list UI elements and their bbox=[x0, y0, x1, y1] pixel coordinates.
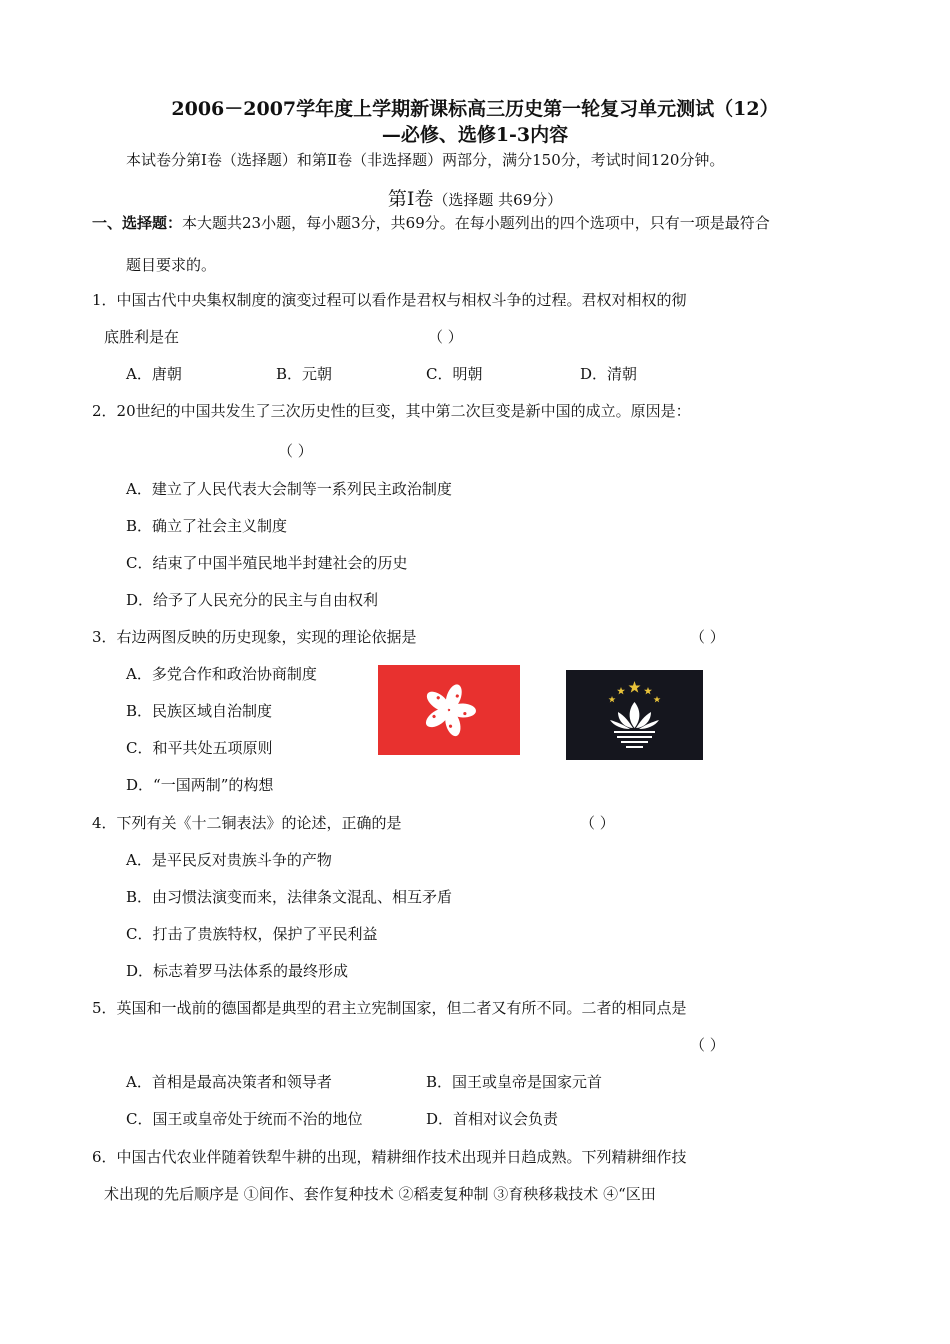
question-1-option-b: B．元朝 bbox=[276, 365, 333, 383]
question-3-stem: 3．右边两图反映的历史现象，实现的理论依据是 bbox=[92, 628, 417, 646]
question-6-stem-cont: 术出现的先后顺序是 ①间作、套作复种技术 ②稻麦复种制 ③育秧移栽技术 ④“区田 bbox=[104, 1185, 656, 1203]
question-1-option-a: A．唐朝 bbox=[126, 365, 182, 383]
question-4-option-a: A．是平民反对贵族斗争的产物 bbox=[126, 851, 332, 869]
section-text: 本大题共23小题，每小题3分，共69分。在每小题列出的四个选项中，只有一项是最符合 bbox=[182, 214, 770, 232]
question-3-bracket: （ ） bbox=[690, 628, 725, 646]
bauhinia-flag-graphic bbox=[378, 665, 520, 755]
section-text-cont: 题目要求的。 bbox=[126, 256, 217, 274]
intro-text: 本试卷分第Ⅰ卷（选择题）和第Ⅱ卷（非选择题）两部分，满分150分，考试时间120分钟。 bbox=[126, 151, 725, 169]
page-subtitle: —必修、选修1-3内容 bbox=[381, 124, 569, 146]
question-5-bracket: （ ） bbox=[690, 1036, 725, 1054]
question-2-option-b: B．确立了社会主义制度 bbox=[126, 517, 288, 535]
lotus-flag-graphic bbox=[566, 670, 703, 760]
question-4-option-c: C．打击了贵族特权，保护了平民利益 bbox=[126, 925, 378, 943]
page-title: 2006－2007学年度上学期新课标高三历史第一轮复习单元测试（12） bbox=[171, 98, 779, 120]
question-1-option-c: C．明朝 bbox=[426, 365, 483, 383]
question-5-option-c: C．国王或皇帝处于统而不治的地位 bbox=[126, 1110, 363, 1128]
question-2-option-a: A．建立了人民代表大会制等一系列民主政治制度 bbox=[126, 480, 452, 498]
question-1-bracket: （ ） bbox=[428, 328, 463, 346]
question-4-option-d: D．标志着罗马法体系的最终形成 bbox=[126, 962, 349, 980]
question-2-bracket: （ ） bbox=[278, 442, 313, 460]
question-3-option-b: B．民族区域自治制度 bbox=[126, 702, 273, 720]
question-2-option-c: C．结束了中国半殖民地半封建社会的历史 bbox=[126, 554, 408, 572]
question-5-stem: 5．英国和一战前的德国都是典型的君主立宪制国家，但二者又有所不同。二者的相同点是 bbox=[92, 999, 687, 1017]
hong-kong-flag bbox=[378, 665, 520, 755]
question-2-option-d: D．给予了人民充分的民主与自由权利 bbox=[126, 591, 379, 609]
question-3-option-a: A．多党合作和政治协商制度 bbox=[126, 665, 317, 683]
question-1-stem-cont: 底胜利是在 bbox=[104, 328, 180, 346]
question-6-stem: 6．中国古代农业伴随着铁犁牛耕的出现，精耕细作技术出现并日趋成熟。下列精耕细作技 bbox=[92, 1148, 687, 1166]
macau-flag bbox=[566, 670, 703, 760]
section-instructions bbox=[92, 216, 770, 231]
part1-heading bbox=[0, 190, 950, 209]
question-2-stem: 2．20世纪的中国共发生了三次历史性的巨变，其中第二次巨变是新中国的成立。原因是： bbox=[92, 402, 691, 420]
question-5-option-b: B．国王或皇帝是国家元首 bbox=[426, 1073, 603, 1091]
question-1-option-d: D．清朝 bbox=[580, 365, 638, 383]
part1-heading-main: 第Ⅰ卷 bbox=[387, 188, 434, 210]
question-3-option-d: D．“一国两制”的构想 bbox=[126, 776, 274, 794]
section-label: 一、选择题： bbox=[92, 214, 183, 232]
question-4-option-b: B．由习惯法演变而来，法律条文混乱、相互矛盾 bbox=[126, 888, 453, 906]
question-5-option-a: A．首相是最高决策者和领导者 bbox=[126, 1073, 332, 1091]
question-5-option-d: D．首相对议会负责 bbox=[426, 1110, 559, 1128]
question-4-bracket: （ ） bbox=[580, 814, 615, 832]
question-4-stem: 4．下列有关《十二铜表法》的论述，正确的是 bbox=[92, 814, 402, 832]
part1-heading-sub: （选择题 共69分） bbox=[433, 191, 563, 209]
question-3-option-c: C．和平共处五项原则 bbox=[126, 739, 273, 757]
question-1-stem: 1．中国古代中央集权制度的演变过程可以看作是君权与相权斗争的过程。君权对相权的彻 bbox=[92, 291, 687, 309]
